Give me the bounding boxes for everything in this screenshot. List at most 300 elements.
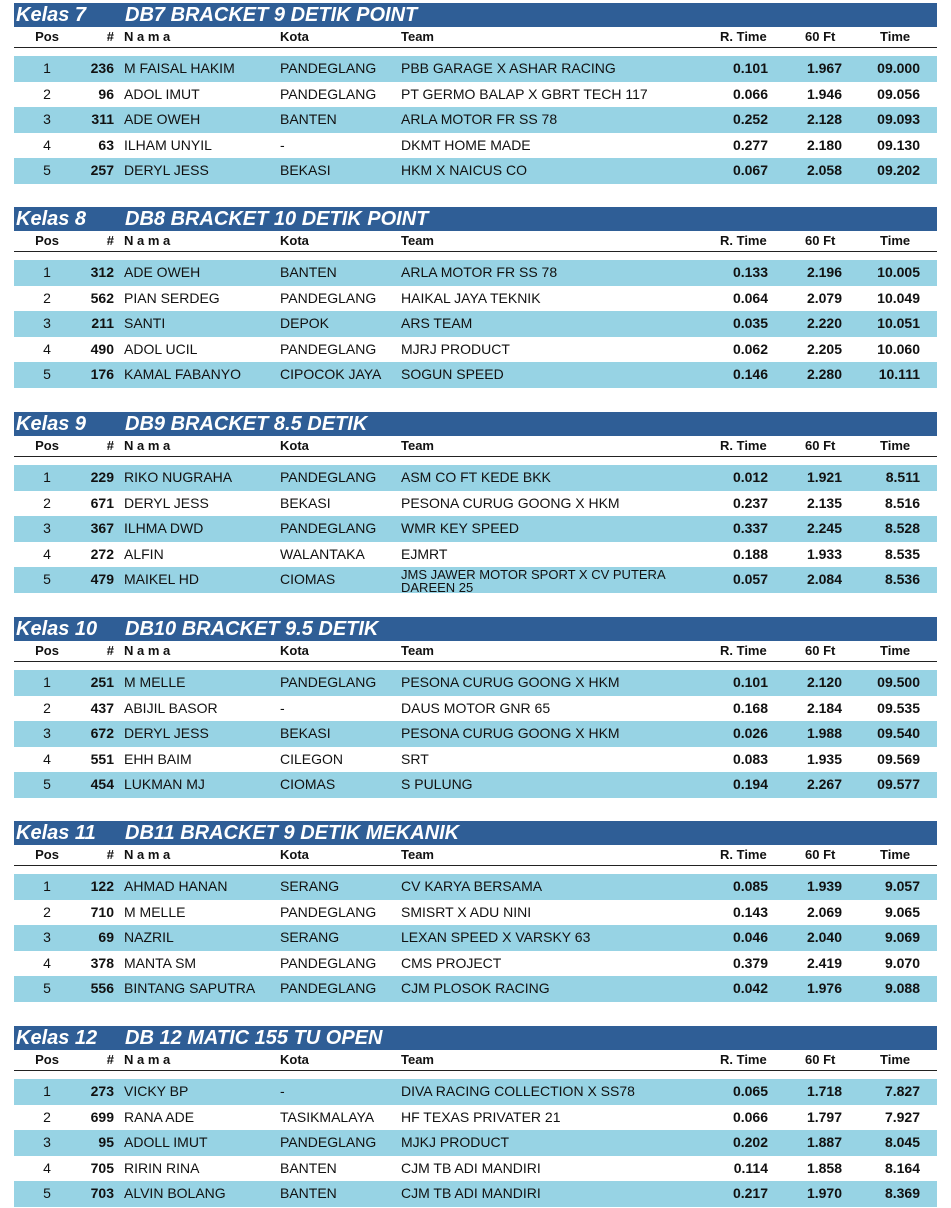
cell-pos: 4 xyxy=(43,750,51,767)
table-row xyxy=(14,721,937,747)
cell-time: 09.569 xyxy=(877,750,920,767)
cell-team: WMR KEY SPEED xyxy=(401,520,519,537)
cell-time: 8.535 xyxy=(884,545,920,562)
table-row xyxy=(14,874,937,900)
cell-pos: 1 xyxy=(43,469,51,485)
cell-pos: 2 xyxy=(43,494,51,511)
column-header-team: Team xyxy=(401,438,434,453)
table-row xyxy=(14,286,937,312)
table-row xyxy=(14,56,937,82)
cell-ft: 1.967 xyxy=(806,60,842,76)
cell-pos: 5 xyxy=(43,776,51,793)
cell-ft: 1.988 xyxy=(806,725,842,742)
cell-nama: RANA ADE xyxy=(124,1108,195,1125)
table-row xyxy=(14,491,937,517)
table-row xyxy=(14,465,937,491)
cell-kota: PANDEGLANG xyxy=(280,1134,377,1151)
table-row xyxy=(14,1079,937,1105)
table-row xyxy=(14,542,937,568)
cell-rtime: 0.114 xyxy=(733,1159,768,1176)
cell-nama: PIAN SERDEG xyxy=(124,289,220,306)
class-section xyxy=(14,821,937,1002)
cell-time: 7.927 xyxy=(884,1108,920,1125)
cell-team: CJM PLOSOK RACING xyxy=(401,980,550,997)
column-header-time: Time xyxy=(880,847,911,862)
class-title: DB10 BRACKET 9.5 DETIK xyxy=(125,618,379,640)
cell-time: 09.577 xyxy=(877,776,920,793)
cell-time: 09.093 xyxy=(877,111,920,128)
cell-pos: 4 xyxy=(43,545,51,562)
cell-rtime: 0.252 xyxy=(732,111,768,128)
cell-num: 273 xyxy=(90,1083,114,1099)
column-header-kota: Kota xyxy=(280,438,309,453)
cell-nama: AHMAD HANAN xyxy=(124,878,228,894)
column-header-kota: Kota xyxy=(280,847,309,862)
class-title-bar xyxy=(14,1026,937,1050)
cell-kota: PANDEGLANG xyxy=(280,520,377,537)
cell-pos: 5 xyxy=(43,980,51,997)
column-header-pos: Pos xyxy=(35,29,59,44)
cell-pos: 5 xyxy=(43,571,51,588)
cell-time: 10.005 xyxy=(877,264,920,280)
cell-rtime: 0.012 xyxy=(732,469,768,485)
cell-pos: 2 xyxy=(43,903,51,920)
cell-kota: PANDEGLANG xyxy=(280,674,377,690)
cell-kota: TASIKMALAYA xyxy=(280,1108,375,1125)
cell-kota: CILEGON xyxy=(280,750,344,767)
table-row xyxy=(14,82,937,108)
results-table xyxy=(14,866,937,1002)
cell-nama: ABIJIL BASOR xyxy=(124,699,218,716)
column-header-ft: 60 Ft xyxy=(805,643,836,658)
cell-rtime: 0.146 xyxy=(732,366,768,383)
cell-team: DAUS MOTOR GNR 65 xyxy=(401,699,551,716)
class-title-bar xyxy=(14,3,937,27)
cell-num: 251 xyxy=(90,674,114,690)
cell-ft: 2.205 xyxy=(806,340,842,357)
class-title: DB7 BRACKET 9 DETIK POINT xyxy=(125,4,418,26)
table-row xyxy=(14,1105,937,1131)
cell-nama: ADOL UCIL xyxy=(124,340,198,357)
column-header-ft: 60 Ft xyxy=(805,1052,836,1067)
cell-num: 63 xyxy=(98,136,114,153)
cell-team: SOGUN SPEED xyxy=(401,366,504,383)
cell-nama: SANTI xyxy=(124,315,166,332)
cell-team: ASM CO FT KEDE BKK xyxy=(401,469,551,485)
column-header-kota: Kota xyxy=(280,643,309,658)
cell-nama: DERYL JESS xyxy=(124,725,209,742)
cell-num: 95 xyxy=(98,1134,114,1151)
table-row xyxy=(14,925,937,951)
column-header-num: # xyxy=(106,29,114,44)
cell-kota: BEKASI xyxy=(280,725,331,742)
class-number: Kelas 12 xyxy=(16,1027,98,1049)
table-header xyxy=(14,27,937,48)
cell-rtime: 0.277 xyxy=(732,136,768,153)
cell-num: 479 xyxy=(90,571,114,588)
cell-kota: DEPOK xyxy=(280,315,330,332)
cell-time: 09.535 xyxy=(877,699,920,716)
column-header-team: Team xyxy=(401,643,434,658)
column-header-team: Team xyxy=(401,29,434,44)
cell-nama: LUKMAN MJ xyxy=(124,776,205,793)
class-title: DB9 BRACKET 8.5 DETIK xyxy=(125,413,368,435)
cell-kota: CIPOCOK JAYA xyxy=(280,366,382,383)
cell-nama: BINTANG SAPUTRA xyxy=(124,980,256,997)
cell-kota: - xyxy=(280,699,285,716)
cell-team: MJKJ PRODUCT xyxy=(401,1134,510,1151)
cell-kota: PANDEGLANG xyxy=(280,60,377,76)
column-header-nama: N a m a xyxy=(124,847,171,862)
cell-kota: BEKASI xyxy=(280,162,331,179)
cell-rtime: 0.066 xyxy=(732,1108,768,1125)
cell-time: 8.516 xyxy=(884,494,920,511)
cell-rtime: 0.237 xyxy=(732,494,768,511)
cell-ft: 2.040 xyxy=(806,929,842,946)
cell-rtime: 0.066 xyxy=(732,85,768,102)
cell-ft: 2.120 xyxy=(806,674,842,690)
class-title-bar xyxy=(14,617,937,641)
cell-nama: ADOLL IMUT xyxy=(124,1134,208,1151)
cell-time: 10.111 xyxy=(878,366,920,383)
cell-time: 8.528 xyxy=(884,520,920,537)
column-header-ft: 60 Ft xyxy=(805,438,836,453)
class-number: Kelas 9 xyxy=(16,413,87,435)
cell-kota: - xyxy=(280,136,285,153)
table-row xyxy=(14,747,937,773)
table-row xyxy=(14,670,937,696)
cell-ft: 2.084 xyxy=(806,571,842,588)
column-header-pos: Pos xyxy=(35,438,59,453)
cell-pos: 1 xyxy=(43,878,51,894)
cell-pos: 1 xyxy=(43,1083,51,1099)
cell-num: 672 xyxy=(90,725,114,742)
cell-rtime: 0.083 xyxy=(732,750,768,767)
cell-num: 211 xyxy=(91,315,114,332)
table-row xyxy=(14,951,937,977)
class-section xyxy=(14,3,937,184)
cell-num: 176 xyxy=(90,366,114,383)
table-row xyxy=(14,1156,937,1182)
cell-pos: 2 xyxy=(43,1108,51,1125)
cell-num: 556 xyxy=(90,980,114,997)
cell-ft: 1.887 xyxy=(806,1134,842,1151)
column-header-nama: N a m a xyxy=(124,233,171,248)
cell-team: S PULUNG xyxy=(401,776,473,793)
cell-num: 699 xyxy=(90,1108,114,1125)
cell-ft: 2.267 xyxy=(806,776,842,793)
cell-time: 10.051 xyxy=(877,315,920,332)
table-row xyxy=(14,900,937,926)
cell-rtime: 0.188 xyxy=(732,545,768,562)
cell-time: 09.000 xyxy=(877,60,920,76)
cell-kota: SERANG xyxy=(280,929,340,946)
table-header xyxy=(14,436,937,457)
class-number: Kelas 8 xyxy=(16,208,87,230)
cell-team: PESONA CURUG GOONG X HKM xyxy=(401,674,620,690)
table-row xyxy=(14,311,937,337)
column-header-rtime: R. Time xyxy=(720,643,767,658)
cell-kota: BANTEN xyxy=(280,1185,337,1202)
cell-nama: ALFIN xyxy=(124,545,164,562)
cell-team: ARLA MOTOR FR SS 78 xyxy=(401,264,558,280)
cell-rtime: 0.062 xyxy=(732,340,768,357)
cell-nama: M FAISAL HAKIM xyxy=(124,60,235,76)
cell-rtime: 0.217 xyxy=(732,1185,768,1202)
cell-nama: MAIKEL HD xyxy=(124,571,199,588)
cell-team: ARLA MOTOR FR SS 78 xyxy=(401,111,558,128)
table-row xyxy=(14,516,937,542)
cell-ft: 2.419 xyxy=(806,954,842,971)
column-header-kota: Kota xyxy=(280,233,309,248)
table-row xyxy=(14,133,937,159)
cell-num: 229 xyxy=(90,469,114,485)
cell-rtime: 0.085 xyxy=(732,878,768,894)
cell-rtime: 0.067 xyxy=(732,162,768,179)
cell-rtime: 0.168 xyxy=(732,699,768,716)
cell-time: 9.088 xyxy=(884,980,920,997)
cell-kota: BANTEN xyxy=(280,111,337,128)
cell-ft: 1.933 xyxy=(806,545,842,562)
cell-nama: ILHAM UNYIL xyxy=(124,136,212,153)
cell-rtime: 0.042 xyxy=(732,980,768,997)
cell-time: 9.065 xyxy=(884,903,920,920)
cell-nama: DERYL JESS xyxy=(124,494,209,511)
cell-kota: PANDEGLANG xyxy=(280,954,377,971)
column-header-num: # xyxy=(106,643,114,658)
cell-nama: RIRIN RINA xyxy=(124,1159,200,1176)
cell-team: PT GERMO BALAP X GBRT TECH 117 xyxy=(401,85,648,102)
cell-kota: PANDEGLANG xyxy=(280,85,377,102)
cell-num: 551 xyxy=(90,750,114,767)
column-header-pos: Pos xyxy=(35,233,59,248)
results-table xyxy=(14,48,937,184)
table-row xyxy=(14,976,937,1002)
cell-nama: ADE OWEH xyxy=(124,264,201,280)
cell-num: 311 xyxy=(91,111,114,128)
cell-rtime: 0.065 xyxy=(732,1083,768,1099)
column-header-pos: Pos xyxy=(35,847,59,862)
cell-team: LEXAN SPEED X VARSKY 63 xyxy=(401,929,591,946)
table-header xyxy=(14,641,937,662)
cell-nama: NAZRIL xyxy=(124,929,174,946)
cell-team: PESONA CURUG GOONG X HKM xyxy=(401,725,620,742)
column-header-num: # xyxy=(106,233,114,248)
cell-team: SMISRT X ADU NINI xyxy=(401,903,532,920)
cell-nama: ADOL IMUT xyxy=(124,85,200,102)
cell-time: 9.069 xyxy=(884,929,920,946)
class-title-bar xyxy=(14,207,937,231)
cell-pos: 3 xyxy=(43,111,51,128)
cell-rtime: 0.194 xyxy=(732,776,768,793)
cell-num: 710 xyxy=(90,903,114,920)
cell-num: 367 xyxy=(90,520,114,537)
cell-time: 09.130 xyxy=(877,136,920,153)
column-header-time: Time xyxy=(880,29,911,44)
cell-time: 8.369 xyxy=(884,1185,920,1202)
cell-pos: 2 xyxy=(43,699,51,716)
table-row xyxy=(14,696,937,722)
cell-num: 257 xyxy=(90,162,114,179)
cell-ft: 1.946 xyxy=(806,85,842,102)
column-header-team: Team xyxy=(401,847,434,862)
cell-num: 490 xyxy=(90,340,114,357)
cell-kota: CIOMAS xyxy=(280,776,336,793)
table-row xyxy=(14,772,937,798)
cell-ft: 2.180 xyxy=(806,136,842,153)
cell-num: 378 xyxy=(90,954,114,971)
column-header-team: Team xyxy=(401,233,434,248)
cell-rtime: 0.379 xyxy=(732,954,768,971)
column-header-rtime: R. Time xyxy=(720,1052,767,1067)
cell-kota: PANDEGLANG xyxy=(280,289,377,306)
cell-kota: WALANTAKA xyxy=(280,545,365,562)
cell-ft: 1.797 xyxy=(806,1108,842,1125)
column-header-nama: N a m a xyxy=(124,29,171,44)
class-number: Kelas 10 xyxy=(16,618,98,640)
column-header-num: # xyxy=(106,1052,114,1067)
cell-nama: KAMAL FABANYO xyxy=(124,366,241,383)
cell-pos: 1 xyxy=(43,674,51,690)
table-header xyxy=(14,1050,937,1071)
cell-num: 454 xyxy=(90,776,114,793)
cell-rtime: 0.337 xyxy=(732,520,768,537)
cell-team: HAIKAL JAYA TEKNIK xyxy=(401,289,541,306)
cell-pos: 1 xyxy=(43,60,51,76)
cell-nama: M MELLE xyxy=(124,903,186,920)
cell-kota: PANDEGLANG xyxy=(280,903,377,920)
cell-rtime: 0.101 xyxy=(732,60,768,76)
cell-team: DIVA RACING COLLECTION X SS78 xyxy=(401,1083,635,1099)
cell-time: 09.056 xyxy=(877,85,920,102)
cell-time: 10.049 xyxy=(877,289,920,306)
cell-ft: 1.921 xyxy=(806,469,842,485)
column-header-time: Time xyxy=(880,1052,911,1067)
cell-rtime: 0.064 xyxy=(732,289,768,306)
cell-kota: PANDEGLANG xyxy=(280,469,377,485)
cell-pos: 5 xyxy=(43,162,51,179)
column-header-ft: 60 Ft xyxy=(805,847,836,862)
cell-team: HKM X NAICUS CO xyxy=(401,162,528,179)
column-header-num: # xyxy=(106,847,114,862)
cell-pos: 5 xyxy=(43,1185,51,1202)
cell-team: ARS TEAM xyxy=(401,315,473,332)
cell-ft: 2.079 xyxy=(806,289,842,306)
cell-ft: 2.245 xyxy=(806,520,842,537)
cell-time: 09.202 xyxy=(877,162,920,179)
cell-rtime: 0.046 xyxy=(732,929,768,946)
table-row xyxy=(14,337,937,363)
class-title: DB8 BRACKET 10 DETIK POINT xyxy=(125,208,429,230)
column-header-rtime: R. Time xyxy=(720,847,767,862)
table-header xyxy=(14,845,937,866)
column-header-rtime: R. Time xyxy=(720,233,767,248)
column-header-kota: Kota xyxy=(280,29,309,44)
cell-pos: 3 xyxy=(43,929,51,946)
cell-num: 671 xyxy=(90,494,114,511)
column-header-time: Time xyxy=(880,438,911,453)
cell-pos: 4 xyxy=(43,136,51,153)
table-row xyxy=(14,260,937,286)
cell-nama: MANTA SM xyxy=(124,954,197,971)
cell-pos: 3 xyxy=(43,1134,51,1151)
column-header-pos: Pos xyxy=(35,643,59,658)
cell-num: 705 xyxy=(90,1159,114,1176)
cell-pos: 1 xyxy=(43,264,51,280)
cell-team: CJM TB ADI MANDIRI xyxy=(401,1185,541,1202)
cell-team: MJRJ PRODUCT xyxy=(401,340,510,357)
cell-kota: SERANG xyxy=(280,878,340,894)
cell-nama: DERYL JESS xyxy=(124,162,209,179)
cell-pos: 3 xyxy=(43,520,51,537)
column-header-nama: N a m a xyxy=(124,643,171,658)
class-title-bar xyxy=(14,412,937,436)
cell-nama: M MELLE xyxy=(124,674,186,690)
cell-team: CV KARYA BERSAMA xyxy=(401,878,543,894)
cell-time: 9.070 xyxy=(884,954,920,971)
cell-rtime: 0.026 xyxy=(732,725,768,742)
results-table xyxy=(14,457,937,593)
cell-num: 122 xyxy=(90,878,114,894)
cell-kota: BANTEN xyxy=(280,1159,337,1176)
cell-ft: 2.135 xyxy=(806,494,842,511)
cell-time: 8.536 xyxy=(884,571,920,588)
column-header-rtime: R. Time xyxy=(720,438,767,453)
class-number: Kelas 7 xyxy=(16,4,87,26)
cell-pos: 3 xyxy=(43,725,51,742)
cell-time: 10.060 xyxy=(877,340,920,357)
cell-team: EJMRT xyxy=(401,545,448,562)
class-title: DB 12 MATIC 155 TU OPEN xyxy=(125,1027,383,1049)
cell-time: 09.540 xyxy=(877,725,920,742)
cell-pos: 2 xyxy=(43,289,51,306)
cell-num: 236 xyxy=(90,60,114,76)
column-header-time: Time xyxy=(880,643,911,658)
cell-time: 09.500 xyxy=(877,674,920,690)
cell-ft: 2.128 xyxy=(806,111,842,128)
cell-rtime: 0.143 xyxy=(732,903,768,920)
column-header-nama: N a m a xyxy=(124,1052,171,1067)
cell-rtime: 0.133 xyxy=(732,264,768,280)
cell-pos: 4 xyxy=(43,340,51,357)
cell-nama: ALVIN BOLANG xyxy=(124,1185,226,1202)
cell-time: 8.164 xyxy=(884,1159,920,1176)
cell-pos: 3 xyxy=(43,315,51,332)
cell-ft: 2.280 xyxy=(806,366,842,383)
column-header-num: # xyxy=(106,438,114,453)
cell-kota: CIOMAS xyxy=(280,571,336,588)
column-header-ft: 60 Ft xyxy=(805,233,836,248)
cell-ft: 1.718 xyxy=(806,1083,842,1099)
class-title: DB11 BRACKET 9 DETIK MEKANIK xyxy=(125,822,460,844)
cell-team: CJM TB ADI MANDIRI xyxy=(401,1159,541,1176)
results-table xyxy=(14,662,937,798)
cell-team: CMS PROJECT xyxy=(401,954,502,971)
cell-num: 312 xyxy=(90,264,114,280)
cell-time: 8.511 xyxy=(885,469,920,485)
cell-kota: BEKASI xyxy=(280,494,331,511)
column-header-kota: Kota xyxy=(280,1052,309,1067)
results-table xyxy=(14,1071,937,1207)
cell-ft: 2.220 xyxy=(806,315,842,332)
table-row xyxy=(14,1130,937,1156)
cell-nama: ADE OWEH xyxy=(124,111,201,128)
cell-pos: 2 xyxy=(43,85,51,102)
cell-ft: 2.069 xyxy=(806,903,842,920)
cell-nama: EHH BAIM xyxy=(124,750,192,767)
cell-time: 8.045 xyxy=(884,1134,920,1151)
cell-pos: 4 xyxy=(43,954,51,971)
